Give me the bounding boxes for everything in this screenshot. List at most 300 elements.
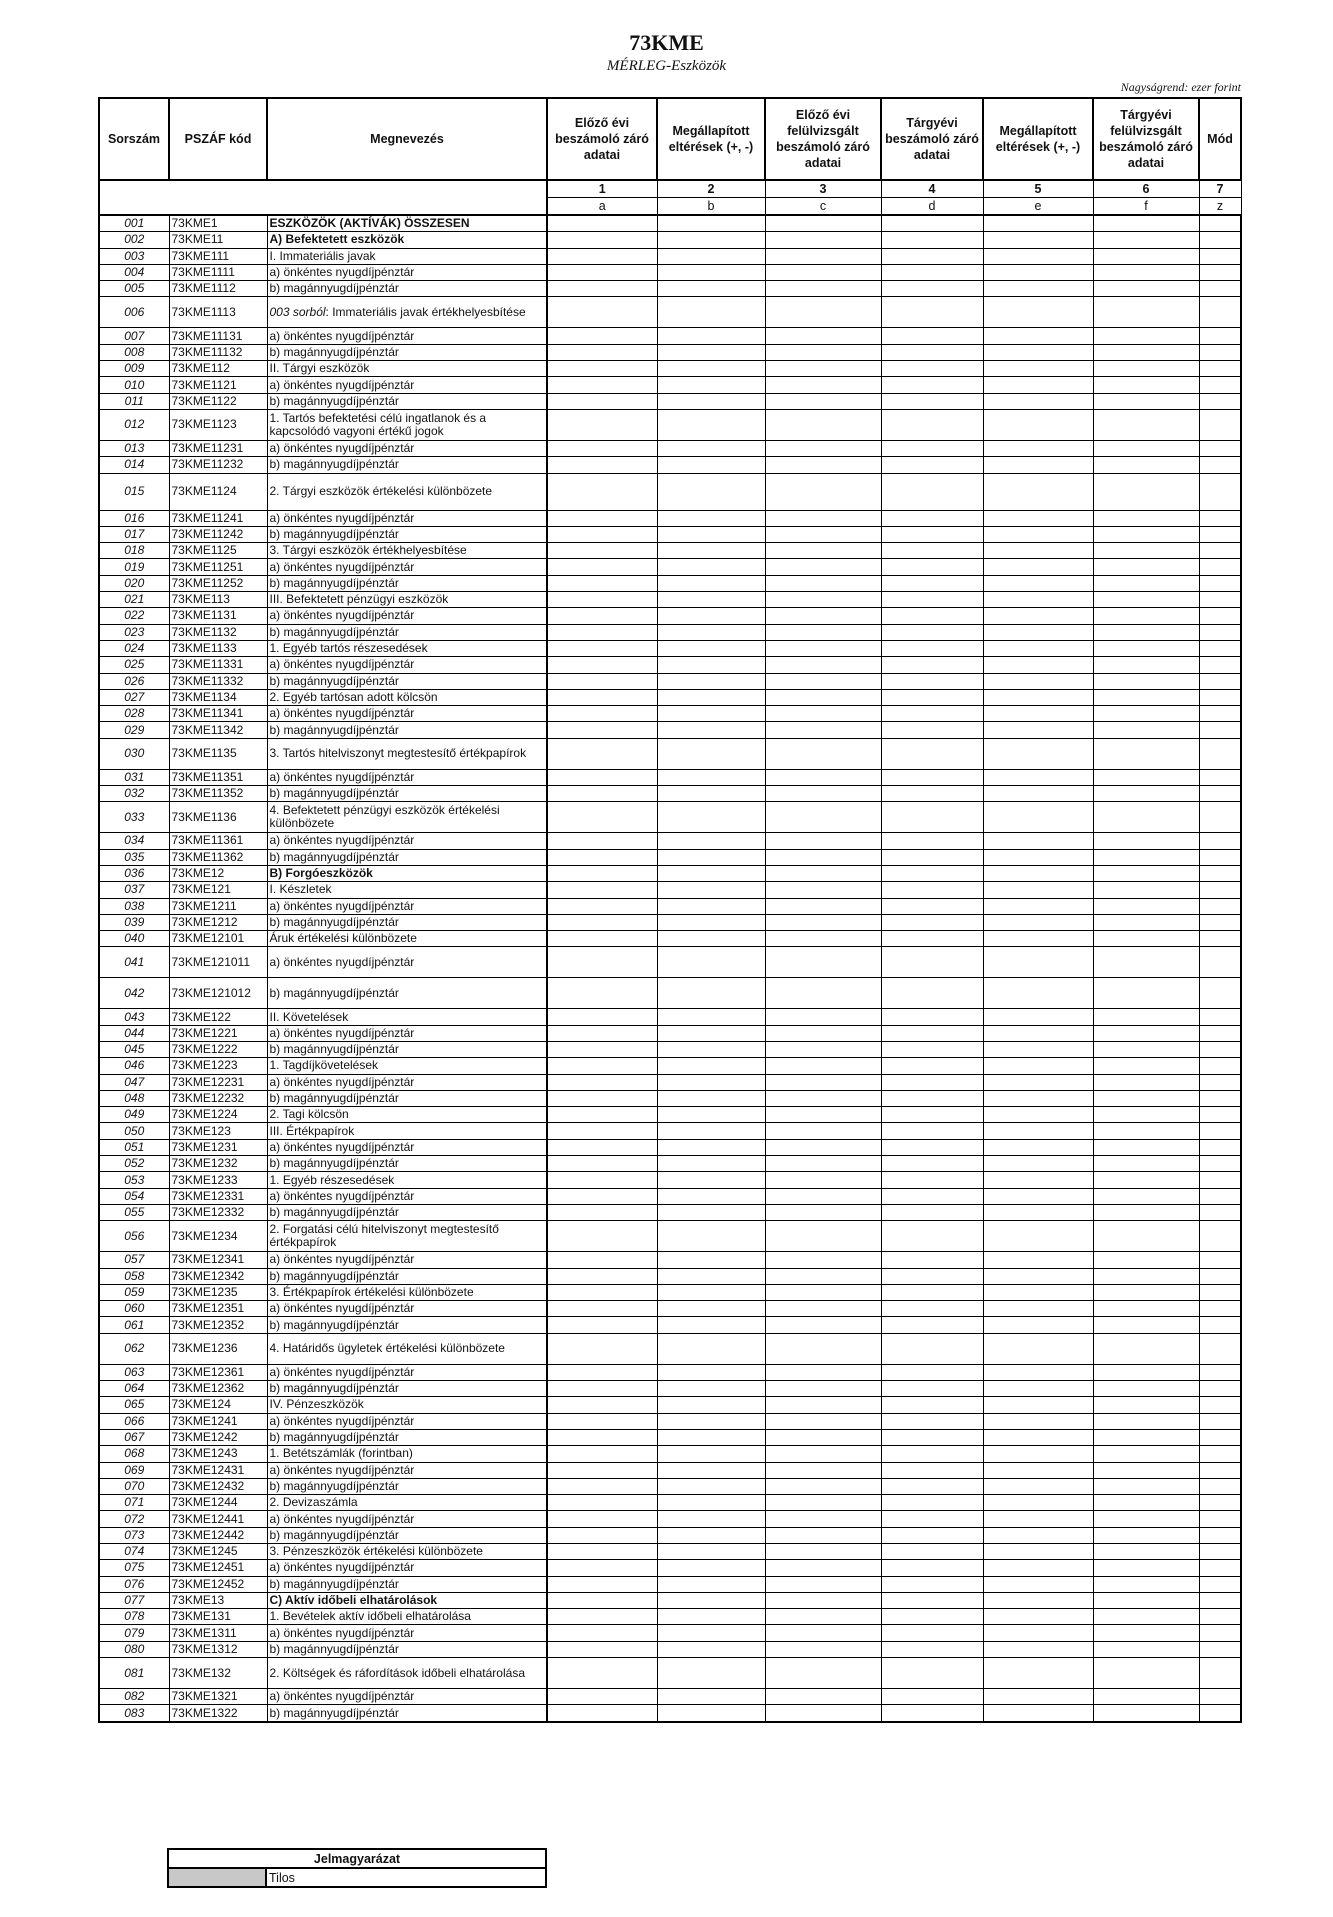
value-cell-7[interactable] <box>1199 377 1241 393</box>
value-cell-3[interactable] <box>765 1139 881 1155</box>
value-cell-7[interactable] <box>1199 232 1241 248</box>
value-cell-7[interactable] <box>1199 608 1241 624</box>
value-cell-6[interactable] <box>1093 1107 1199 1123</box>
value-cell-6[interactable] <box>1093 738 1199 769</box>
value-cell-6[interactable] <box>1093 914 1199 930</box>
value-cell-6[interactable] <box>1093 1364 1199 1380</box>
value-cell-3[interactable] <box>765 882 881 898</box>
value-cell-4[interactable] <box>881 393 983 409</box>
value-cell-2[interactable] <box>657 722 765 738</box>
value-cell-2[interactable] <box>657 526 765 542</box>
value-cell-5[interactable] <box>983 769 1093 785</box>
value-cell-6[interactable] <box>1093 673 1199 689</box>
value-cell-2[interactable] <box>657 1381 765 1397</box>
value-cell-2[interactable] <box>657 640 765 656</box>
value-cell-7[interactable] <box>1199 1221 1241 1252</box>
value-cell-1[interactable] <box>547 1252 657 1268</box>
value-cell-2[interactable] <box>657 849 765 865</box>
value-cell-5[interactable] <box>983 1511 1093 1527</box>
value-cell-2[interactable] <box>657 473 765 510</box>
value-cell-2[interactable] <box>657 1074 765 1090</box>
value-cell-5[interactable] <box>983 1397 1093 1413</box>
value-cell-3[interactable] <box>765 393 881 409</box>
value-cell-5[interactable] <box>983 1204 1093 1220</box>
value-cell-4[interactable] <box>881 440 983 456</box>
value-cell-2[interactable] <box>657 978 765 1009</box>
value-cell-6[interactable] <box>1093 1495 1199 1511</box>
value-cell-4[interactable] <box>881 559 983 575</box>
value-cell-1[interactable] <box>547 947 657 978</box>
value-cell-3[interactable] <box>765 947 881 978</box>
value-cell-4[interactable] <box>881 1527 983 1543</box>
value-cell-5[interactable] <box>983 1123 1093 1139</box>
value-cell-1[interactable] <box>547 1025 657 1041</box>
value-cell-4[interactable] <box>881 575 983 591</box>
value-cell-5[interactable] <box>983 393 1093 409</box>
value-cell-1[interactable] <box>547 1429 657 1445</box>
value-cell-4[interactable] <box>881 510 983 526</box>
value-cell-7[interactable] <box>1199 1560 1241 1576</box>
value-cell-2[interactable] <box>657 931 765 947</box>
value-cell-3[interactable] <box>765 898 881 914</box>
value-cell-7[interactable] <box>1199 1009 1241 1025</box>
value-cell-5[interactable] <box>983 1041 1093 1057</box>
value-cell-1[interactable] <box>547 786 657 802</box>
value-cell-5[interactable] <box>983 1658 1093 1689</box>
value-cell-3[interactable] <box>765 706 881 722</box>
value-cell-5[interactable] <box>983 1478 1093 1494</box>
value-cell-2[interactable] <box>657 786 765 802</box>
value-cell-5[interactable] <box>983 297 1093 328</box>
value-cell-6[interactable] <box>1093 1413 1199 1429</box>
value-cell-1[interactable] <box>547 1009 657 1025</box>
value-cell-3[interactable] <box>765 297 881 328</box>
value-cell-3[interactable] <box>765 1268 881 1284</box>
value-cell-7[interactable] <box>1199 722 1241 738</box>
value-cell-4[interactable] <box>881 1188 983 1204</box>
value-cell-7[interactable] <box>1199 640 1241 656</box>
value-cell-6[interactable] <box>1093 1446 1199 1462</box>
value-cell-2[interactable] <box>657 865 765 881</box>
value-cell-6[interactable] <box>1093 1221 1199 1252</box>
value-cell-3[interactable] <box>765 232 881 248</box>
value-cell-1[interactable] <box>547 232 657 248</box>
value-cell-5[interactable] <box>983 882 1093 898</box>
value-cell-2[interactable] <box>657 1188 765 1204</box>
value-cell-5[interactable] <box>983 1172 1093 1188</box>
value-cell-6[interactable] <box>1093 1284 1199 1300</box>
value-cell-3[interactable] <box>765 1592 881 1608</box>
value-cell-6[interactable] <box>1093 1689 1199 1705</box>
value-cell-5[interactable] <box>983 510 1093 526</box>
value-cell-4[interactable] <box>881 1495 983 1511</box>
value-cell-7[interactable] <box>1199 575 1241 591</box>
value-cell-3[interactable] <box>765 1364 881 1380</box>
value-cell-4[interactable] <box>881 1156 983 1172</box>
value-cell-6[interactable] <box>1093 264 1199 280</box>
value-cell-7[interactable] <box>1199 849 1241 865</box>
value-cell-2[interactable] <box>657 281 765 297</box>
value-cell-1[interactable] <box>547 978 657 1009</box>
value-cell-5[interactable] <box>983 978 1093 1009</box>
value-cell-4[interactable] <box>881 1446 983 1462</box>
value-cell-5[interactable] <box>983 1333 1093 1364</box>
value-cell-3[interactable] <box>765 1511 881 1527</box>
value-cell-3[interactable] <box>765 1576 881 1592</box>
value-cell-7[interactable] <box>1199 1090 1241 1106</box>
value-cell-1[interactable] <box>547 657 657 673</box>
value-cell-3[interactable] <box>765 1689 881 1705</box>
value-cell-7[interactable] <box>1199 1462 1241 1478</box>
value-cell-5[interactable] <box>983 1413 1093 1429</box>
value-cell-2[interactable] <box>657 440 765 456</box>
value-cell-1[interactable] <box>547 1284 657 1300</box>
value-cell-5[interactable] <box>983 1252 1093 1268</box>
value-cell-7[interactable] <box>1199 802 1241 833</box>
value-cell-3[interactable] <box>765 1544 881 1560</box>
value-cell-2[interactable] <box>657 1446 765 1462</box>
value-cell-7[interactable] <box>1199 833 1241 849</box>
value-cell-5[interactable] <box>983 1074 1093 1090</box>
value-cell-7[interactable] <box>1199 409 1241 440</box>
value-cell-6[interactable] <box>1093 393 1199 409</box>
value-cell-7[interactable] <box>1199 473 1241 510</box>
value-cell-2[interactable] <box>657 1413 765 1429</box>
value-cell-6[interactable] <box>1093 1544 1199 1560</box>
value-cell-3[interactable] <box>765 440 881 456</box>
value-cell-4[interactable] <box>881 1560 983 1576</box>
value-cell-1[interactable] <box>547 1123 657 1139</box>
value-cell-5[interactable] <box>983 1268 1093 1284</box>
value-cell-2[interactable] <box>657 1495 765 1511</box>
value-cell-4[interactable] <box>881 1074 983 1090</box>
value-cell-2[interactable] <box>657 344 765 360</box>
value-cell-7[interactable] <box>1199 914 1241 930</box>
value-cell-2[interactable] <box>657 1123 765 1139</box>
value-cell-7[interactable] <box>1199 344 1241 360</box>
value-cell-7[interactable] <box>1199 1397 1241 1413</box>
value-cell-3[interactable] <box>765 575 881 591</box>
value-cell-5[interactable] <box>983 706 1093 722</box>
value-cell-3[interactable] <box>765 1284 881 1300</box>
value-cell-3[interactable] <box>765 264 881 280</box>
value-cell-6[interactable] <box>1093 1658 1199 1689</box>
value-cell-7[interactable] <box>1199 1511 1241 1527</box>
value-cell-1[interactable] <box>547 1397 657 1413</box>
value-cell-5[interactable] <box>983 1317 1093 1333</box>
value-cell-5[interactable] <box>983 1462 1093 1478</box>
value-cell-2[interactable] <box>657 1284 765 1300</box>
value-cell-7[interactable] <box>1199 1204 1241 1220</box>
value-cell-4[interactable] <box>881 640 983 656</box>
value-cell-4[interactable] <box>881 722 983 738</box>
value-cell-7[interactable] <box>1199 457 1241 473</box>
value-cell-4[interactable] <box>881 786 983 802</box>
value-cell-3[interactable] <box>765 1413 881 1429</box>
value-cell-1[interactable] <box>547 1689 657 1705</box>
value-cell-7[interactable] <box>1199 297 1241 328</box>
value-cell-1[interactable] <box>547 473 657 510</box>
value-cell-3[interactable] <box>765 1074 881 1090</box>
value-cell-1[interactable] <box>547 1333 657 1364</box>
value-cell-7[interactable] <box>1199 931 1241 947</box>
value-cell-2[interactable] <box>657 882 765 898</box>
value-cell-1[interactable] <box>547 592 657 608</box>
value-cell-2[interactable] <box>657 1301 765 1317</box>
value-cell-3[interactable] <box>765 722 881 738</box>
value-cell-4[interactable] <box>881 1429 983 1445</box>
value-cell-5[interactable] <box>983 1188 1093 1204</box>
value-cell-6[interactable] <box>1093 1641 1199 1657</box>
value-cell-3[interactable] <box>765 510 881 526</box>
value-cell-4[interactable] <box>881 377 983 393</box>
value-cell-1[interactable] <box>547 264 657 280</box>
value-cell-5[interactable] <box>983 592 1093 608</box>
value-cell-6[interactable] <box>1093 526 1199 542</box>
value-cell-1[interactable] <box>547 769 657 785</box>
value-cell-6[interactable] <box>1093 1333 1199 1364</box>
value-cell-2[interactable] <box>657 1268 765 1284</box>
value-cell-6[interactable] <box>1093 1576 1199 1592</box>
value-cell-1[interactable] <box>547 1462 657 1478</box>
value-cell-1[interactable] <box>547 706 657 722</box>
value-cell-7[interactable] <box>1199 1705 1241 1722</box>
value-cell-7[interactable] <box>1199 1284 1241 1300</box>
value-cell-1[interactable] <box>547 1058 657 1074</box>
value-cell-5[interactable] <box>983 1139 1093 1155</box>
value-cell-6[interactable] <box>1093 1317 1199 1333</box>
value-cell-4[interactable] <box>881 1317 983 1333</box>
value-cell-4[interactable] <box>881 1107 983 1123</box>
value-cell-2[interactable] <box>657 575 765 591</box>
value-cell-4[interactable] <box>881 1609 983 1625</box>
value-cell-3[interactable] <box>765 1705 881 1722</box>
value-cell-3[interactable] <box>765 1009 881 1025</box>
value-cell-7[interactable] <box>1199 978 1241 1009</box>
value-cell-3[interactable] <box>765 624 881 640</box>
value-cell-7[interactable] <box>1199 1172 1241 1188</box>
value-cell-4[interactable] <box>881 457 983 473</box>
value-cell-5[interactable] <box>983 1544 1093 1560</box>
value-cell-4[interactable] <box>881 1204 983 1220</box>
value-cell-7[interactable] <box>1199 1625 1241 1641</box>
value-cell-5[interactable] <box>983 738 1093 769</box>
value-cell-5[interactable] <box>983 624 1093 640</box>
value-cell-4[interactable] <box>881 344 983 360</box>
value-cell-5[interactable] <box>983 1689 1093 1705</box>
value-cell-6[interactable] <box>1093 1025 1199 1041</box>
value-cell-4[interactable] <box>881 1090 983 1106</box>
value-cell-3[interactable] <box>765 1252 881 1268</box>
value-cell-2[interactable] <box>657 1025 765 1041</box>
value-cell-7[interactable] <box>1199 673 1241 689</box>
value-cell-5[interactable] <box>983 344 1093 360</box>
value-cell-7[interactable] <box>1199 248 1241 264</box>
value-cell-3[interactable] <box>765 1301 881 1317</box>
value-cell-1[interactable] <box>547 1221 657 1252</box>
value-cell-6[interactable] <box>1093 543 1199 559</box>
value-cell-1[interactable] <box>547 802 657 833</box>
value-cell-6[interactable] <box>1093 1204 1199 1220</box>
value-cell-6[interactable] <box>1093 1560 1199 1576</box>
value-cell-3[interactable] <box>765 608 881 624</box>
value-cell-1[interactable] <box>547 1592 657 1608</box>
value-cell-7[interactable] <box>1199 1188 1241 1204</box>
value-cell-1[interactable] <box>547 722 657 738</box>
value-cell-1[interactable] <box>547 1188 657 1204</box>
value-cell-2[interactable] <box>657 1478 765 1494</box>
value-cell-3[interactable] <box>765 1107 881 1123</box>
value-cell-2[interactable] <box>657 802 765 833</box>
value-cell-1[interactable] <box>547 1301 657 1317</box>
value-cell-4[interactable] <box>881 689 983 705</box>
value-cell-7[interactable] <box>1199 510 1241 526</box>
value-cell-2[interactable] <box>657 1527 765 1543</box>
value-cell-2[interactable] <box>657 592 765 608</box>
value-cell-3[interactable] <box>765 361 881 377</box>
value-cell-4[interactable] <box>881 1268 983 1284</box>
value-cell-5[interactable] <box>983 440 1093 456</box>
value-cell-3[interactable] <box>765 914 881 930</box>
value-cell-2[interactable] <box>657 1204 765 1220</box>
value-cell-4[interactable] <box>881 947 983 978</box>
value-cell-4[interactable] <box>881 608 983 624</box>
value-cell-6[interactable] <box>1093 510 1199 526</box>
value-cell-2[interactable] <box>657 1462 765 1478</box>
value-cell-2[interactable] <box>657 738 765 769</box>
value-cell-6[interactable] <box>1093 849 1199 865</box>
value-cell-3[interactable] <box>765 281 881 297</box>
value-cell-3[interactable] <box>765 1397 881 1413</box>
value-cell-2[interactable] <box>657 1544 765 1560</box>
value-cell-2[interactable] <box>657 264 765 280</box>
value-cell-2[interactable] <box>657 1172 765 1188</box>
value-cell-2[interactable] <box>657 559 765 575</box>
value-cell-5[interactable] <box>983 1381 1093 1397</box>
value-cell-3[interactable] <box>765 1625 881 1641</box>
value-cell-2[interactable] <box>657 657 765 673</box>
value-cell-5[interactable] <box>983 543 1093 559</box>
value-cell-2[interactable] <box>657 1058 765 1074</box>
value-cell-2[interactable] <box>657 1107 765 1123</box>
value-cell-1[interactable] <box>547 1364 657 1380</box>
value-cell-3[interactable] <box>765 328 881 344</box>
value-cell-7[interactable] <box>1199 786 1241 802</box>
value-cell-2[interactable] <box>657 543 765 559</box>
value-cell-6[interactable] <box>1093 1268 1199 1284</box>
value-cell-7[interactable] <box>1199 657 1241 673</box>
value-cell-2[interactable] <box>657 914 765 930</box>
value-cell-3[interactable] <box>765 526 881 542</box>
value-cell-5[interactable] <box>983 526 1093 542</box>
value-cell-4[interactable] <box>881 232 983 248</box>
value-cell-2[interactable] <box>657 297 765 328</box>
value-cell-4[interactable] <box>881 978 983 1009</box>
value-cell-2[interactable] <box>657 1689 765 1705</box>
value-cell-3[interactable] <box>765 849 881 865</box>
value-cell-2[interactable] <box>657 706 765 722</box>
value-cell-6[interactable] <box>1093 1090 1199 1106</box>
value-cell-3[interactable] <box>765 248 881 264</box>
value-cell-6[interactable] <box>1093 473 1199 510</box>
value-cell-7[interactable] <box>1199 1123 1241 1139</box>
value-cell-1[interactable] <box>547 1317 657 1333</box>
value-cell-5[interactable] <box>983 232 1093 248</box>
value-cell-2[interactable] <box>657 898 765 914</box>
value-cell-5[interactable] <box>983 1641 1093 1657</box>
value-cell-4[interactable] <box>881 1221 983 1252</box>
value-cell-7[interactable] <box>1199 898 1241 914</box>
value-cell-7[interactable] <box>1199 1156 1241 1172</box>
value-cell-7[interactable] <box>1199 1658 1241 1689</box>
value-cell-6[interactable] <box>1093 559 1199 575</box>
value-cell-7[interactable] <box>1199 361 1241 377</box>
value-cell-5[interactable] <box>983 640 1093 656</box>
value-cell-7[interactable] <box>1199 1074 1241 1090</box>
value-cell-3[interactable] <box>765 1333 881 1364</box>
value-cell-5[interactable] <box>983 689 1093 705</box>
value-cell-4[interactable] <box>881 1333 983 1364</box>
value-cell-4[interactable] <box>881 1123 983 1139</box>
value-cell-6[interactable] <box>1093 1462 1199 1478</box>
value-cell-6[interactable] <box>1093 457 1199 473</box>
value-cell-2[interactable] <box>657 833 765 849</box>
value-cell-5[interactable] <box>983 914 1093 930</box>
value-cell-3[interactable] <box>765 640 881 656</box>
value-cell-4[interactable] <box>881 624 983 640</box>
value-cell-4[interactable] <box>881 657 983 673</box>
value-cell-6[interactable] <box>1093 786 1199 802</box>
value-cell-7[interactable] <box>1199 393 1241 409</box>
value-cell-2[interactable] <box>657 1364 765 1380</box>
value-cell-3[interactable] <box>765 1058 881 1074</box>
value-cell-3[interactable] <box>765 1025 881 1041</box>
value-cell-7[interactable] <box>1199 1446 1241 1462</box>
value-cell-4[interactable] <box>881 1576 983 1592</box>
value-cell-5[interactable] <box>983 1560 1093 1576</box>
value-cell-5[interactable] <box>983 1495 1093 1511</box>
value-cell-4[interactable] <box>881 248 983 264</box>
value-cell-5[interactable] <box>983 657 1093 673</box>
value-cell-3[interactable] <box>765 457 881 473</box>
value-cell-4[interactable] <box>881 526 983 542</box>
value-cell-3[interactable] <box>765 1641 881 1657</box>
value-cell-2[interactable] <box>657 1705 765 1722</box>
value-cell-3[interactable] <box>765 1462 881 1478</box>
value-cell-5[interactable] <box>983 947 1093 978</box>
value-cell-4[interactable] <box>881 592 983 608</box>
value-cell-5[interactable] <box>983 1090 1093 1106</box>
value-cell-1[interactable] <box>547 1609 657 1625</box>
value-cell-6[interactable] <box>1093 361 1199 377</box>
value-cell-7[interactable] <box>1199 1268 1241 1284</box>
value-cell-2[interactable] <box>657 232 765 248</box>
value-cell-6[interactable] <box>1093 706 1199 722</box>
value-cell-5[interactable] <box>983 1429 1093 1445</box>
value-cell-1[interactable] <box>547 882 657 898</box>
value-cell-7[interactable] <box>1199 865 1241 881</box>
value-cell-1[interactable] <box>547 1107 657 1123</box>
value-cell-2[interactable] <box>657 215 765 232</box>
value-cell-5[interactable] <box>983 1527 1093 1543</box>
value-cell-7[interactable] <box>1199 328 1241 344</box>
value-cell-6[interactable] <box>1093 1188 1199 1204</box>
value-cell-5[interactable] <box>983 1058 1093 1074</box>
value-cell-1[interactable] <box>547 608 657 624</box>
value-cell-1[interactable] <box>547 344 657 360</box>
value-cell-6[interactable] <box>1093 1381 1199 1397</box>
value-cell-4[interactable] <box>881 1641 983 1657</box>
